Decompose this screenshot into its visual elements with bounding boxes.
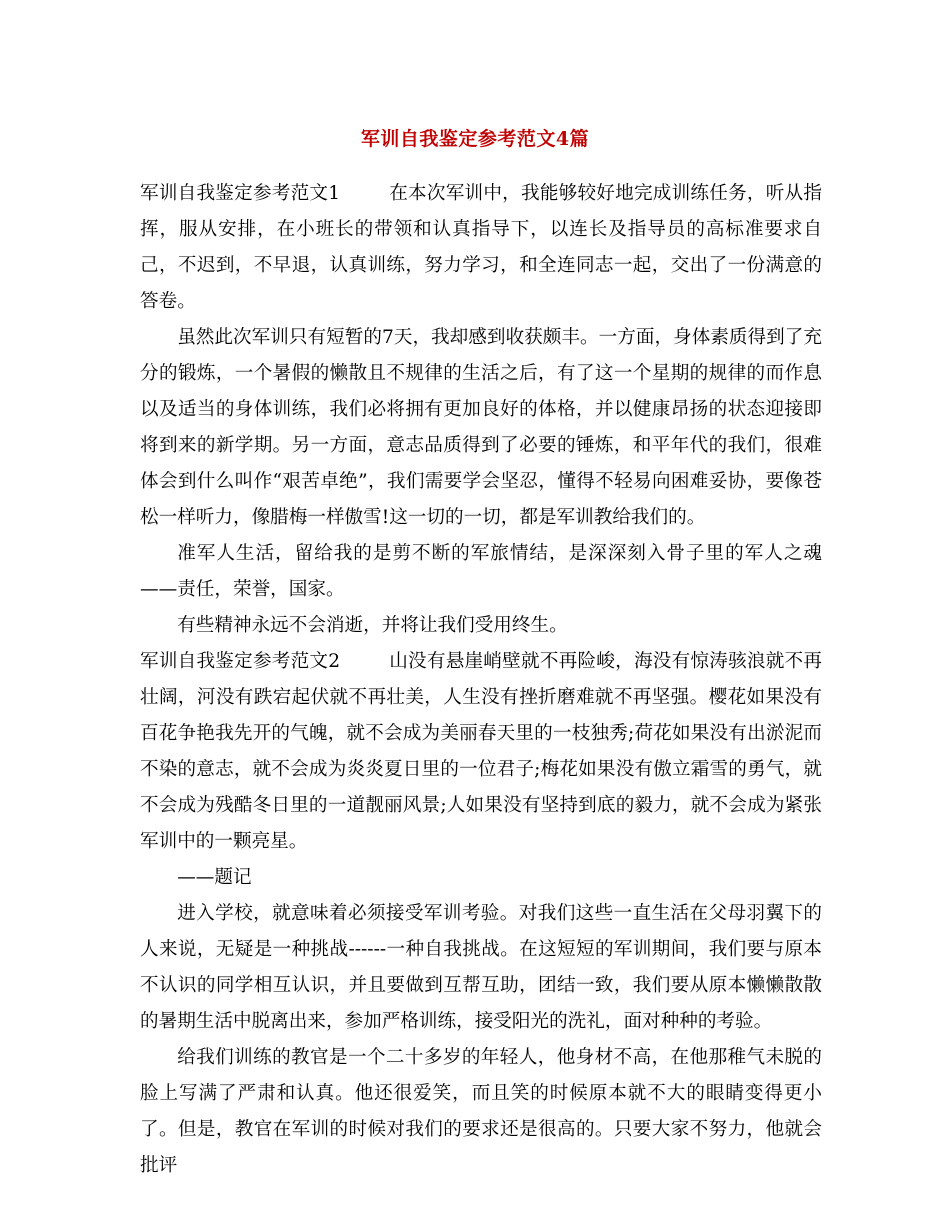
document-title: 军训自我鉴定参考范文4篇	[360, 128, 590, 150]
paragraph-7: 进入学校，就意味着必须接受军训考验。对我们这些一直生活在父母羽翼下的人来说，无疑是一种挑战------一种自我挑战。在这短短的军训期间，我们要与原本不认识的同学相互认识，并且要做到互帮互助，团结一致，我们要从原本懒懒散散的暑期生活中脱离出来，参加严格训练，接受阳光的洗礼，面对种种的考验。	[140, 903, 822, 1032]
paragraph-1-text: 在本次军训中，我能够较好地完成训练任务，听从指挥，服从安排，在小班长的带领和认真指导下，以连长及指导员的高标准要求自己，不迟到，不早退，认真训练，努力学习，和全连同志一起，交出了一份满意的答卷。	[140, 183, 822, 312]
paragraph-4: 有些精神永远不会消逝，并将让我们受用终生。	[177, 615, 568, 636]
paragraph-5-text: 山没有悬崖峭壁就不再险峻，海没有惊涛骇浪就不再壮阔，河没有跌宕起伏就不再壮美，人生没有挫折磨难就不再坚强。樱花如果没有百花争艳我先开的气魄，就不会成为美丽春天里的一枝独秀;荷花如果没有出淤泥而不染的意志，就不会成为炎炎夏日里的一位君子;梅花如果没有傲立霜雪的勇气，就不会成为残酷冬日里的一道靓丽风景;人如果没有坚持到底的毅力，就不会成为紧张军训中的一颗亮星。	[140, 651, 822, 852]
document-body	[140, 176, 822, 1184]
section-heading-1: 军训自我鉴定参考范文1	[140, 183, 341, 204]
paragraph-3: 准军人生活，留给我的是剪不断的军旅情结，是深深刻入骨子里的军人之魂——责任，荣誉，国家。	[140, 543, 822, 600]
section-heading-2: 军训自我鉴定参考范文2	[140, 651, 341, 672]
paragraph-2: 虽然此次军训只有短暂的7天，我却感到收获颇丰。一方面，身体素质得到了充分的锻炼，一个暑假的懒散且不规律的生活之后，有了这一个星期的规律的而作息以及适当的身体训练，我们必将拥有更加良好的体格，并以健康昂扬的状态迎接即将到来的新学期。另一方面，意志品质得到了必要的锤炼，和平年代的我们，很难体会到什么叫作“艰苦卓绝”，我们需要学会坚忍，懂得不轻易向困难妥协，要像苍松一样听力，像腊梅一样傲雪!这一切的一切，都是军训教给我们的。	[140, 327, 822, 528]
paragraph-8: 给我们训练的教官是一个二十多岁的年轻人，他身材不高，在他那稚气未脱的脸上写满了严肃和认真。他还很爱笑，而且笑的时候原本就不大的眼睛变得更小了。但是，教官在军训的时候对我们的要求还是很高的。只要大家不努力，他就会批评	[140, 1047, 822, 1176]
paragraph-1	[140, 176, 822, 320]
epigraph-attribution: ——题记	[177, 867, 252, 888]
paragraph-5	[140, 644, 822, 860]
